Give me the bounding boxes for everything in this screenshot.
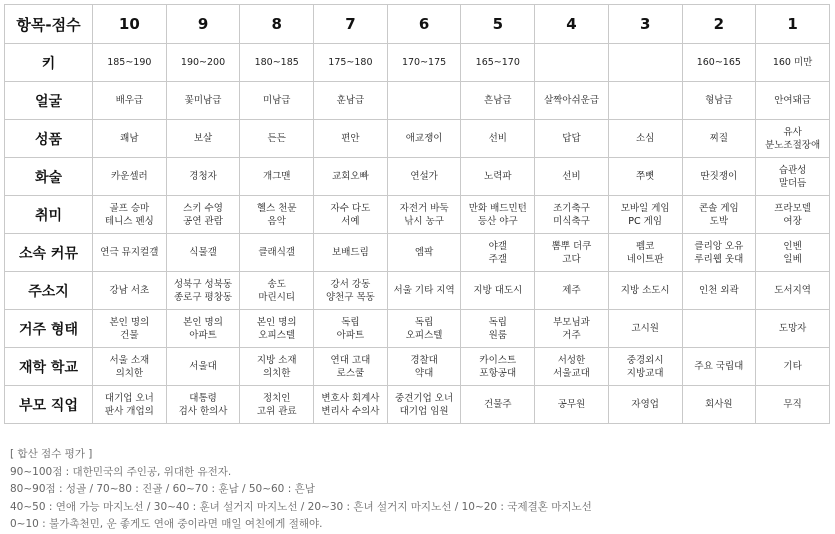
- table-cell: 지방 소재 의치한: [240, 348, 314, 386]
- row-category-label: 부모 직업: [5, 386, 93, 424]
- table-cell: 흔남급: [461, 82, 535, 120]
- row-category-label: 주소지: [5, 272, 93, 310]
- table-cell: 살짝아쉬운급: [535, 82, 609, 120]
- table-cell: 기타: [756, 348, 830, 386]
- table-cell: 회사원: [682, 386, 756, 424]
- table-row: [5, 310, 830, 348]
- table-row: [5, 272, 830, 310]
- table-cell: 180~185: [240, 44, 314, 82]
- table-cell: 정치인 고위 관료: [240, 386, 314, 424]
- table-cell: 야갤 주갤: [461, 234, 535, 272]
- table-cell: 190~200: [166, 44, 240, 82]
- table-cell: 형남급: [682, 82, 756, 120]
- table-cell: 제주: [535, 272, 609, 310]
- table-cell: 강서 강동 양천구 목동: [314, 272, 388, 310]
- table-cell: 보살: [166, 120, 240, 158]
- row-category-label: 화술: [5, 158, 93, 196]
- table-row: [5, 386, 830, 424]
- table-cell: 자전거 바둑 낚시 농구: [387, 196, 461, 234]
- table-cell: 골프 승마 테니스 펜싱: [93, 196, 167, 234]
- table-cell: 170~175: [387, 44, 461, 82]
- score-header: 5: [461, 5, 535, 44]
- table-cell: 부모님과 거주: [535, 310, 609, 348]
- table-cell: 연설가: [387, 158, 461, 196]
- table-cell: 독립 오피스텔: [387, 310, 461, 348]
- table-row: [5, 348, 830, 386]
- table-cell: 무직: [756, 386, 830, 424]
- score-header: 6: [387, 5, 461, 44]
- table-cell: 중견기업 오너 대기업 임원: [387, 386, 461, 424]
- score-header: 8: [240, 5, 314, 44]
- table-cell: 160~165: [682, 44, 756, 82]
- table-cell: 연극 뮤지컬갤: [93, 234, 167, 272]
- table-cell: 든든: [240, 120, 314, 158]
- row-category-label: 거주 형태: [5, 310, 93, 348]
- table-cell: 미남급: [240, 82, 314, 120]
- row-category-label: 취미: [5, 196, 93, 234]
- table-cell: 강남 서초: [93, 272, 167, 310]
- row-category-label: 재학 학교: [5, 348, 93, 386]
- table-cell: 콘솔 게임 도박: [682, 196, 756, 234]
- table-cell: 유사 분노조절장애: [756, 120, 830, 158]
- table-cell: 독립 원룸: [461, 310, 535, 348]
- table-cell: 쭈뼛: [608, 158, 682, 196]
- score-header: 2: [682, 5, 756, 44]
- table-cell: 스키 수영 공연 관람: [166, 196, 240, 234]
- table-cell: 도서지역: [756, 272, 830, 310]
- table-row: [5, 234, 830, 272]
- table-cell: 대통령 검사 한의사: [166, 386, 240, 424]
- table-cell: 클리앙 오유 루리웹 웃대: [682, 234, 756, 272]
- table-cell: 185~190: [93, 44, 167, 82]
- table-cell: 헬스 천문 음악: [240, 196, 314, 234]
- table-cell: 엠팍: [387, 234, 461, 272]
- table-cell: 선비: [535, 158, 609, 196]
- table-cell: 훈남급: [314, 82, 388, 120]
- score-header: 9: [166, 5, 240, 44]
- table-row: [5, 196, 830, 234]
- table-cell: 조기축구 미식축구: [535, 196, 609, 234]
- table-cell: 모바일 게임 PC 게임: [608, 196, 682, 234]
- table-cell: 서울대: [166, 348, 240, 386]
- table-cell: 본인 명의 건물: [93, 310, 167, 348]
- table-cell: 딴짓쟁이: [682, 158, 756, 196]
- table-cell: 교회오빠: [314, 158, 388, 196]
- row-category-label: 키: [5, 44, 93, 82]
- table-cell: 165~170: [461, 44, 535, 82]
- notes-line: 80~90점 : 성골 / 70~80 : 진골 / 60~70 : 훈남 / 50~60 : 흔남: [10, 483, 315, 495]
- table-cell: 보배드림: [314, 234, 388, 272]
- table-cell: 지방 소도시: [608, 272, 682, 310]
- table-cell: 펨코 네이트판: [608, 234, 682, 272]
- table-cell: 경찰대 약대: [387, 348, 461, 386]
- table-cell: 배우급: [93, 82, 167, 120]
- table-cell: 대기업 오너 판사 개업의: [93, 386, 167, 424]
- table-cell: 안여돼급: [756, 82, 830, 120]
- row-category-label: 얼굴: [5, 82, 93, 120]
- table-row: [5, 82, 830, 120]
- table-cell: 주요 국립대: [682, 348, 756, 386]
- table-cell: 본인 명의 아파트: [166, 310, 240, 348]
- table-cell: 인천 외곽: [682, 272, 756, 310]
- table-cell: 공무원: [535, 386, 609, 424]
- score-table: [4, 4, 830, 424]
- table-cell: 소심: [608, 120, 682, 158]
- notes-title: [ 합산 점수 평가 ]: [10, 448, 93, 460]
- table-cell: 지방 대도시: [461, 272, 535, 310]
- table-cell: 160 미만: [756, 44, 830, 82]
- table-cell: [682, 310, 756, 348]
- table-cell: 노력파: [461, 158, 535, 196]
- table-cell: 본인 명의 오피스텔: [240, 310, 314, 348]
- table-cell: [535, 44, 609, 82]
- table-cell: 인벤 일베: [756, 234, 830, 272]
- table-cell: 습관성 말더듬: [756, 158, 830, 196]
- table-cell: 자영업: [608, 386, 682, 424]
- score-header: 7: [314, 5, 388, 44]
- table-cell: 개그맨: [240, 158, 314, 196]
- table-cell: 도망자: [756, 310, 830, 348]
- notes-line: 40~50 : 연애 가능 마지노선 / 30~40 : 훈녀 설거지 마지노선 / 20~30 : 흔녀 설거지 마지노선 / 10~20 : 국제결혼 마지노선: [10, 500, 592, 513]
- table-cell: 서성한 서울교대: [535, 348, 609, 386]
- row-category-label: 성품: [5, 120, 93, 158]
- table-cell: 식물갤: [166, 234, 240, 272]
- table-cell: 카운셀러: [93, 158, 167, 196]
- table-cell: 만화 배드민턴 등산 야구: [461, 196, 535, 234]
- table-cell: 자수 다도 서예: [314, 196, 388, 234]
- header-row: [5, 5, 830, 44]
- table-cell: 선비: [461, 120, 535, 158]
- notes-line: 0~10 : 불가촉천민, 운 좋게도 연애 중이라면 매일 여친에게 절해야.: [10, 518, 323, 530]
- table-cell: 꽃미남급: [166, 82, 240, 120]
- table-cell: 서울 소재 의치한: [93, 348, 167, 386]
- table-cell: 뽐뿌 더쿠 고다: [535, 234, 609, 272]
- table-cell: 고시원: [608, 310, 682, 348]
- table-cell: 서울 기타 지역: [387, 272, 461, 310]
- table-cell: 편안: [314, 120, 388, 158]
- table-cell: 성북구 성북동 종로구 평창동: [166, 272, 240, 310]
- table-cell: 경청자: [166, 158, 240, 196]
- corner-header: 항목-점수: [5, 5, 93, 44]
- table-cell: [387, 82, 461, 120]
- table-cell: 연대 고대 로스쿨: [314, 348, 388, 386]
- table-cell: 애교쟁이: [387, 120, 461, 158]
- table-row: [5, 158, 830, 196]
- table-cell: [608, 82, 682, 120]
- table-cell: 카이스트 포항공대: [461, 348, 535, 386]
- score-header: 3: [608, 5, 682, 44]
- notes-line: 90~100점 : 대한민국의 주인공, 위대한 유전자.: [10, 465, 232, 478]
- table-cell: 찌질: [682, 120, 756, 158]
- table-cell: 건물주: [461, 386, 535, 424]
- table-cell: 독립 아파트: [314, 310, 388, 348]
- table-cell: 클래식갤: [240, 234, 314, 272]
- table-row: [5, 120, 830, 158]
- score-header: 10: [93, 5, 167, 44]
- table-cell: 송도 마린시티: [240, 272, 314, 310]
- table-cell: 175~180: [314, 44, 388, 82]
- table-cell: 프라모델 여장: [756, 196, 830, 234]
- table-row: [5, 44, 830, 82]
- score-evaluation-notes: [10, 446, 825, 534]
- table-cell: 답답: [535, 120, 609, 158]
- row-category-label: 소속 커뮤: [5, 234, 93, 272]
- table-cell: 중경외시 지방교대: [608, 348, 682, 386]
- score-header: 1: [756, 5, 830, 44]
- table-cell: 쾌남: [93, 120, 167, 158]
- table-cell: 변호사 회계사 변리사 수의사: [314, 386, 388, 424]
- score-header: 4: [535, 5, 609, 44]
- table-cell: [608, 44, 682, 82]
